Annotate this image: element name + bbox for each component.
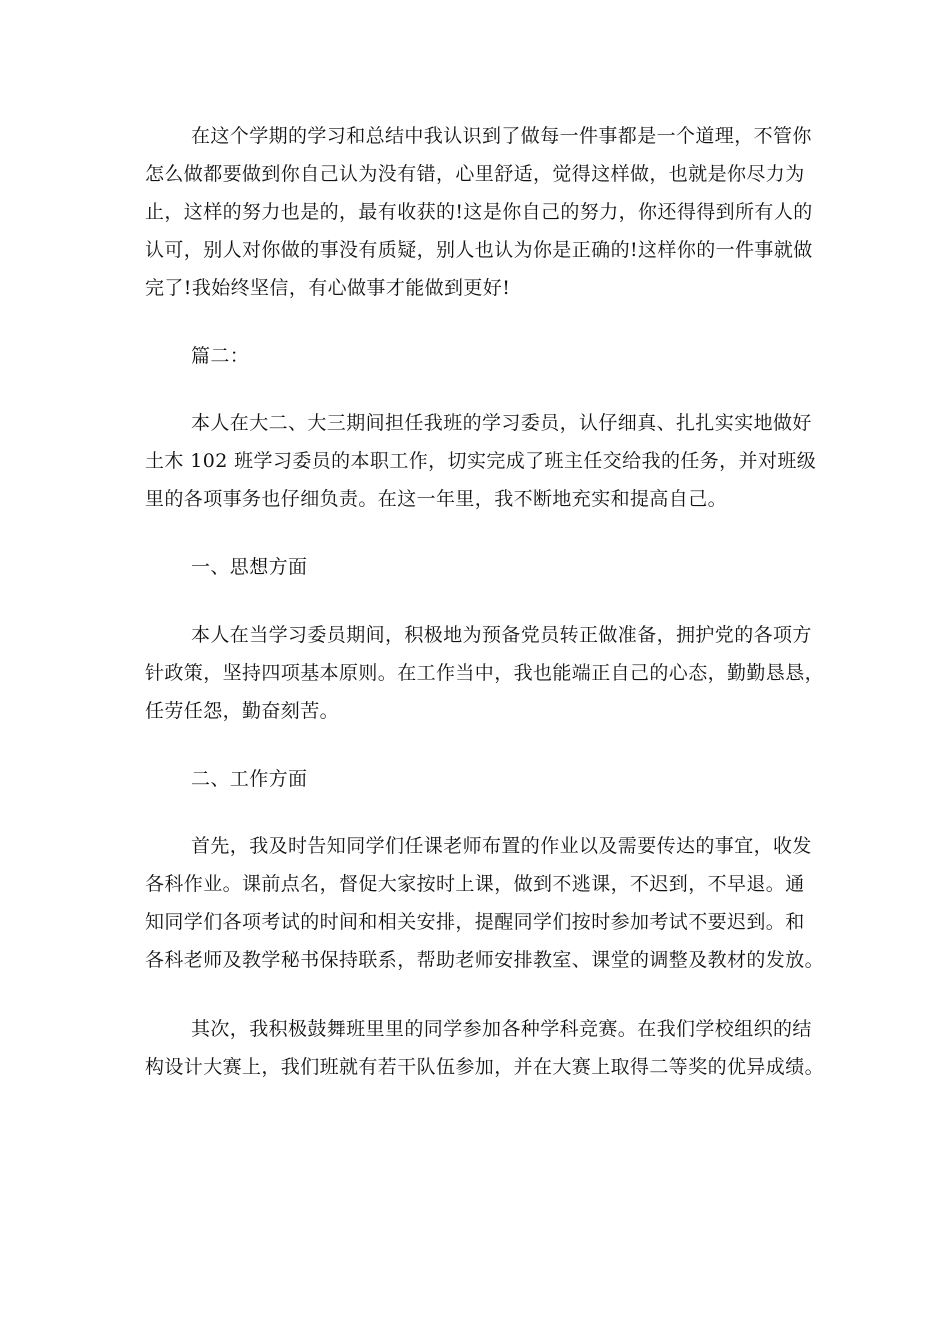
section-heading-thought: 一、思想方面: [191, 556, 308, 578]
paragraph-work-second: [145, 1010, 825, 1086]
paragraph-reflection: [145, 117, 813, 307]
section-heading-work: 二、工作方面: [191, 768, 308, 790]
text-line: 构设计大赛上，我们班就有若干队伍参加，并在大赛上取得二等奖的优异成绩。: [145, 1056, 825, 1078]
text-line: 止，这样的努力也是的，最有收获的!这是你自己的努力，你还得得到所有人的: [145, 201, 813, 223]
text-line: 各科老师及教学秘书保持联系，帮助老师安排教室、课堂的调整及教材的发放。: [145, 949, 825, 971]
paragraph-intro: [145, 404, 817, 518]
section-heading-part2: 篇二：: [191, 345, 250, 367]
text-line: 首先，我及时告知同学们任课老师布置的作业以及需要传达的事宜，收发: [191, 835, 812, 857]
text-line: 怎么做都要做到你自己认为没有错，心里舒适，觉得这样做，也就是你尽力为: [145, 163, 805, 185]
text-line: 在这个学期的学习和总结中我认识到了做每一件事都是一个道理，不管你: [191, 125, 812, 147]
text-line: 其次，我积极鼓舞班里里的同学参加各种学科竞赛。在我们学校组织的结: [191, 1018, 812, 1040]
text-line: 本人在当学习委员期间，积极地为预备党员转正做准备，拥护党的各项方: [191, 624, 812, 646]
paragraph-work-first: [145, 827, 825, 979]
text-line: 土木 102 班学习委员的本职工作，切实完成了班主任交给我的任务，并对班级: [145, 450, 817, 472]
text-line: 针政策，坚持四项基本原则。在工作当中，我也能端正自己的心态，勤勤恳恳，: [145, 662, 825, 684]
text-line: 本人在大二、大三期间担任我班的学习委员，认仔细真、扎扎实实地做好: [191, 412, 812, 434]
text-line: 任劳任怨，勤奋刻苦。: [145, 700, 340, 722]
text-line: 完了!我始终坚信，有心做事才能做到更好!: [145, 277, 511, 299]
text-line: 各科作业。课前点名，督促大家按时上课，做到不逃课，不迟到，不早退。通: [145, 873, 805, 895]
text-line: 认可，别人对你做的事没有质疑，别人也认为你是正确的!这样你的一件事就做: [145, 239, 813, 261]
text-line: 里的各项事务也仔细负责。在这一年里，我不断地充实和提高自己。: [145, 488, 728, 510]
paragraph-thought: [145, 616, 825, 730]
text-line: 知同学们各项考试的时间和相关安排，提醒同学们按时参加考试不要迟到。和: [145, 911, 805, 933]
